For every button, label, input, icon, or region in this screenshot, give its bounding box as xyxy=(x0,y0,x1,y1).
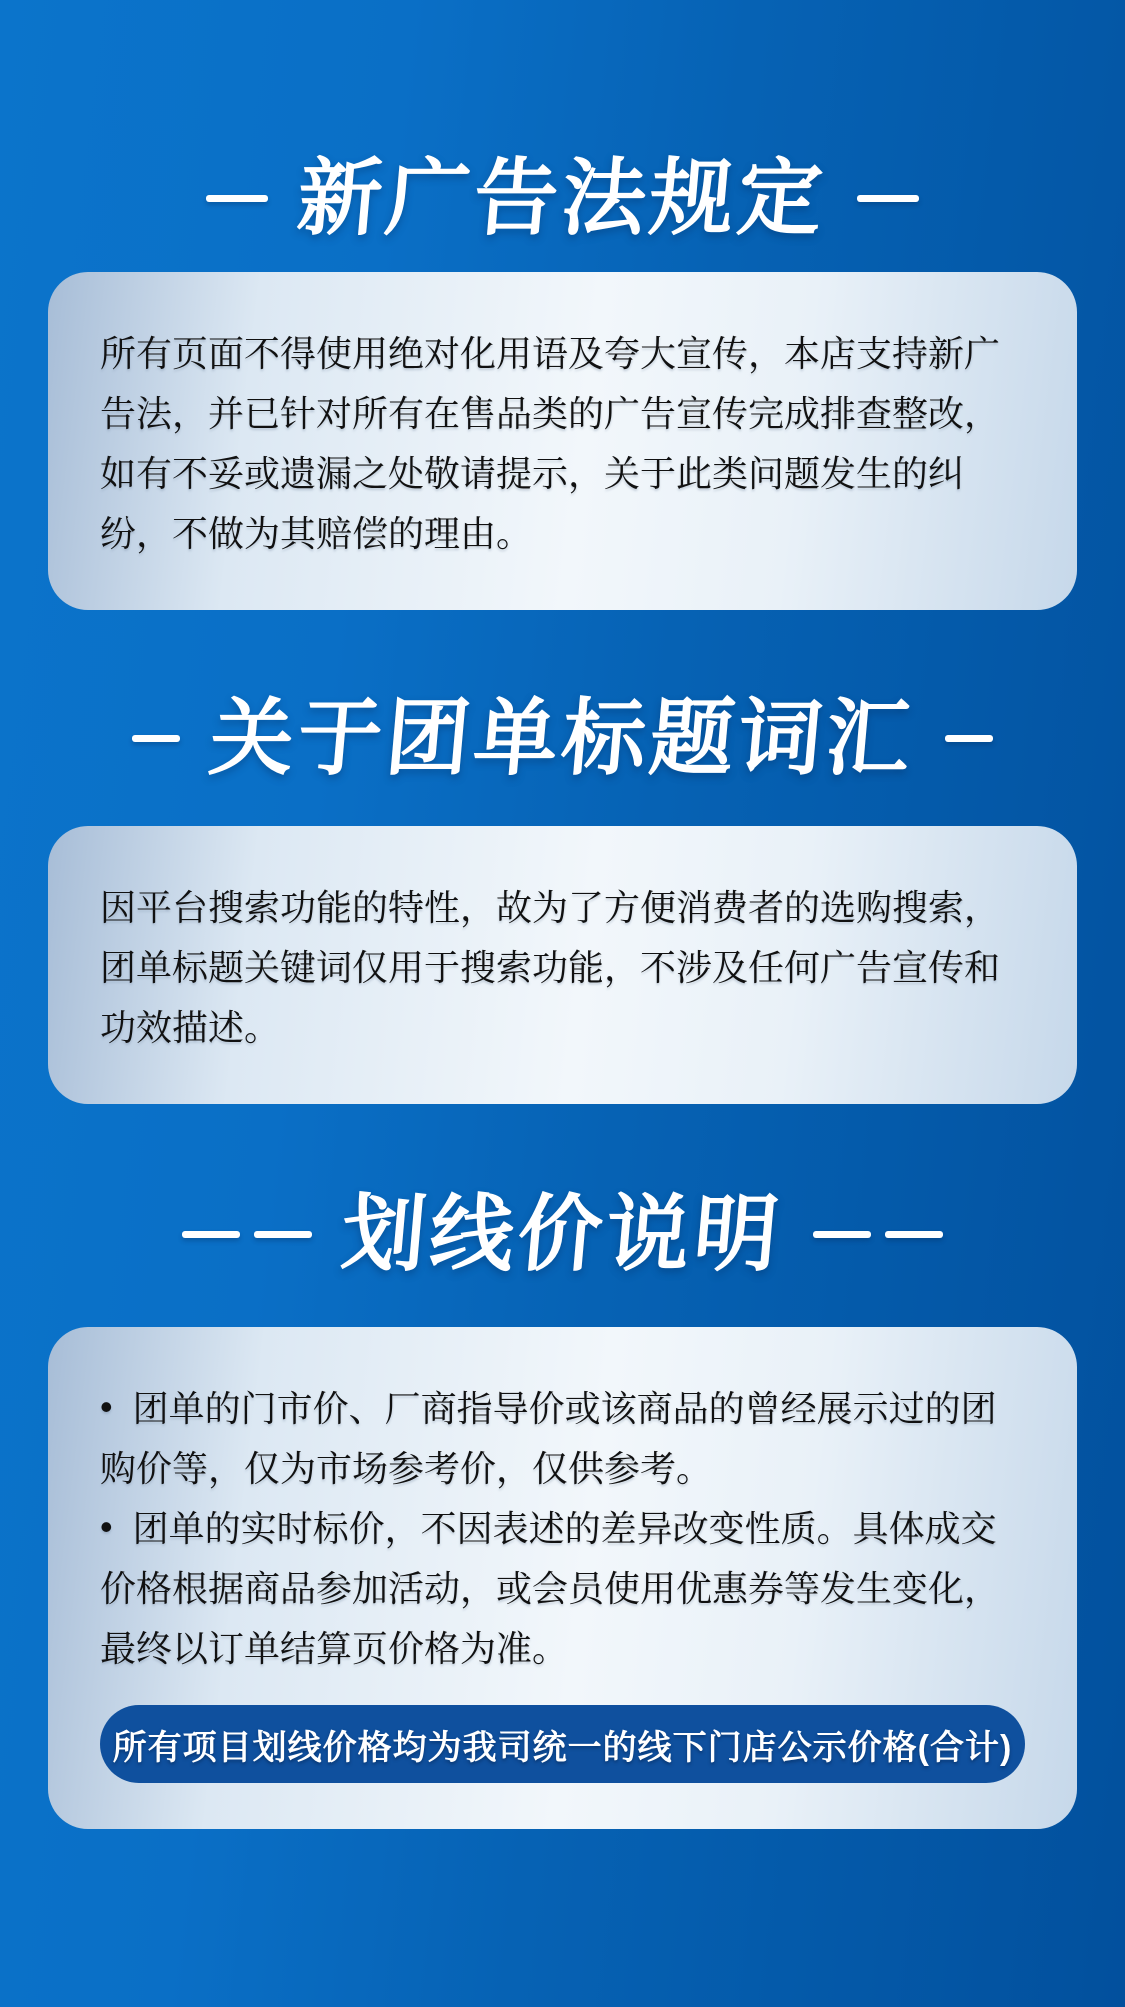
section-title-text: 新广告法规定 xyxy=(294,151,831,245)
card-strikethrough-price xyxy=(48,1327,1077,1829)
section-title-text: 划线价说明 xyxy=(338,1187,787,1281)
price-policy-badge xyxy=(100,1705,1025,1783)
card-group-title-words-text: 因平台搜索功能的特性，故为了方便消费者的选购搜索，团单标题关键词仅用于搜索功能，不涉及任何广告宣传和功效描述。 xyxy=(100,887,1001,1048)
title-dash-right xyxy=(945,735,993,742)
section-title-strikethrough-price xyxy=(0,1186,1125,1282)
card-ad-law-text: 所有页面不得使用绝对化用语及夸大宣传，本店支持新广告法，并已针对所有在售品类的广告宣传完成排查整改，如有不妥或遗漏之处敬请提示，关于此类问题发生的纠纷，不做为其赔偿的理由。 xyxy=(100,333,1001,554)
section-title-group-title-words xyxy=(0,690,1125,786)
title-dash-left xyxy=(182,1231,312,1238)
bullet-item: • 团单的门市价、厂商指导价或该商品的曾经展示过的团购价等，仅为市场参考价，仅供参考。 xyxy=(100,1379,1025,1499)
title-dash-right xyxy=(857,195,919,202)
title-dash-right xyxy=(813,1231,943,1238)
price-policy-badge-text: 所有项目划线价格均为我司统一的线下门店公示价格(合计) xyxy=(112,1728,1013,1767)
section-title-ad-law xyxy=(0,150,1125,246)
title-dash-left xyxy=(206,195,268,202)
title-dash-left xyxy=(132,735,180,742)
card-group-title-words xyxy=(48,826,1077,1104)
card-ad-law xyxy=(48,272,1077,610)
price-notes-list xyxy=(100,1379,1025,1679)
section-title-text: 关于团单标题词汇 xyxy=(206,691,919,785)
bullet-item: • 团单的实时标价，不因表述的差异改变性质。具体成交价格根据商品参加活动，或会员使用优惠券等发生变化，最终以订单结算页价格为准。 xyxy=(100,1499,1025,1679)
